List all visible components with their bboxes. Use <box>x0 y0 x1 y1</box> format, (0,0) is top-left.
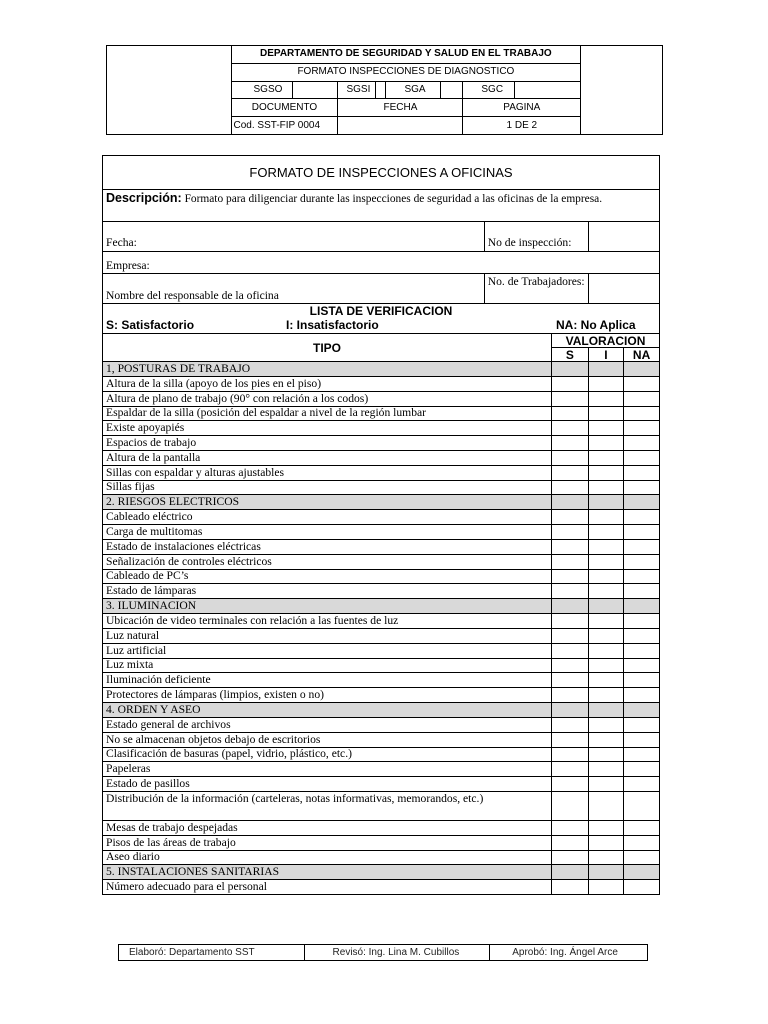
inspeccion-label: No de inspección: <box>484 222 588 252</box>
rating-cell-na[interactable] <box>624 688 660 703</box>
checklist-row <box>103 880 660 895</box>
rating-cell-s[interactable] <box>552 584 589 599</box>
rating-cell-na[interactable] <box>624 436 660 451</box>
rating-cell-s[interactable] <box>552 450 589 465</box>
rating-cell-na[interactable] <box>624 421 660 436</box>
checklist-item-label: Existe apoyapiés <box>103 421 552 436</box>
section-header-cell <box>552 702 589 717</box>
checklist-row <box>103 510 660 525</box>
checklist-item-label: Papeleras <box>103 762 552 777</box>
checklist-row <box>103 673 660 688</box>
checklist-row <box>103 835 660 850</box>
section-title: 2. RIESGOS ELECTRICOS <box>103 495 552 510</box>
rating-cell-s[interactable] <box>552 835 589 850</box>
checklist-row <box>103 777 660 792</box>
checklist-row <box>103 569 660 584</box>
legend-insatisfactorio: I: Insatisfactorio <box>286 318 379 333</box>
system-sgc-box <box>515 81 581 99</box>
rating-cell-i[interactable] <box>588 628 623 643</box>
rating-cell-na[interactable] <box>624 406 660 421</box>
rating-cell-s[interactable] <box>552 777 589 792</box>
trabajadores-field[interactable] <box>588 274 659 304</box>
rating-cell-s[interactable] <box>552 377 589 392</box>
rating-cell-s[interactable] <box>552 688 589 703</box>
rating-cell-na[interactable] <box>624 450 660 465</box>
section-header-row <box>103 702 660 717</box>
section-header-cell <box>624 702 660 717</box>
checklist-item-label: Espacios de trabajo <box>103 436 552 451</box>
rating-cell-s[interactable] <box>552 421 589 436</box>
checklist-row <box>103 850 660 865</box>
legend-row <box>103 318 660 334</box>
section-header-cell <box>588 702 623 717</box>
section-header-cell <box>624 599 660 614</box>
empresa-field[interactable] <box>103 252 660 274</box>
checklist-item-label: Protectores de lámparas (limpios, existen o no) <box>103 688 552 703</box>
rating-cell-s[interactable] <box>552 436 589 451</box>
system-sgsi: SGSI <box>338 81 376 99</box>
checklist-item-label: Cableado eléctrico <box>103 510 552 525</box>
rating-cell-i[interactable] <box>588 377 623 392</box>
checklist-row <box>103 762 660 777</box>
rating-cell-s[interactable] <box>552 658 589 673</box>
rating-cell-i[interactable] <box>588 584 623 599</box>
valoracion-header: VALORACION <box>552 334 660 348</box>
col-i-header: I <box>588 348 623 362</box>
checklist-item-label: Altura de la silla (apoyo de los pies en el piso) <box>103 377 552 392</box>
section-header-cell <box>588 599 623 614</box>
description-label: Descripción: <box>106 191 182 205</box>
section-header-cell <box>624 865 660 880</box>
checklist-item-label: Aseo diario <box>103 850 552 865</box>
section-header-row <box>103 362 660 377</box>
rating-cell-na[interactable] <box>624 584 660 599</box>
rating-cell-na[interactable] <box>624 628 660 643</box>
checklist-row <box>103 436 660 451</box>
checklist-item-label: Luz natural <box>103 628 552 643</box>
document-code: Cod. SST-FIP 0004 <box>231 117 338 135</box>
section-header-cell <box>552 865 589 880</box>
rating-cell-na[interactable] <box>624 377 660 392</box>
reviso: Revisó: Ing. Lina M. Cubillos <box>304 945 490 961</box>
legend-no-aplica: NA: No Aplica <box>556 318 636 333</box>
rating-cell-s[interactable] <box>552 480 589 495</box>
rating-cell-i[interactable] <box>588 391 623 406</box>
rating-cell-s[interactable] <box>552 850 589 865</box>
rating-cell-i[interactable] <box>588 569 623 584</box>
description-text: Formato para diligenciar durante las inspecciones de seguridad a las oficinas de la empresa. <box>181 193 603 205</box>
rating-cell-i[interactable] <box>588 747 623 762</box>
logo-area <box>107 46 232 135</box>
rating-cell-i[interactable] <box>588 643 623 658</box>
checklist-row <box>103 450 660 465</box>
section-header-cell <box>624 362 660 377</box>
rating-cell-s[interactable] <box>552 880 589 895</box>
checklist-item-label: Estado de lámparas <box>103 584 552 599</box>
system-sgsi-box <box>376 81 386 99</box>
rating-cell-na[interactable] <box>624 643 660 658</box>
section-header-cell <box>588 495 623 510</box>
rating-cell-s[interactable] <box>552 643 589 658</box>
section-title: 5. INSTALACIONES SANITARIAS <box>103 865 552 880</box>
empresa-label: Empresa: <box>106 259 150 272</box>
checklist-item-label: Carga de multitomas <box>103 525 552 540</box>
rating-cell-i[interactable] <box>588 450 623 465</box>
rating-cell-i[interactable] <box>588 510 623 525</box>
rating-cell-s[interactable] <box>552 391 589 406</box>
section-header-row <box>103 495 660 510</box>
checklist-row <box>103 717 660 732</box>
rating-cell-s[interactable] <box>552 747 589 762</box>
fecha-field[interactable] <box>103 222 485 252</box>
tipo-header: TIPO <box>103 334 552 362</box>
col-na-header: NA <box>624 348 660 362</box>
rating-cell-i[interactable] <box>588 406 623 421</box>
checklist-row <box>103 732 660 747</box>
approval-footer <box>118 944 648 961</box>
rating-cell-na[interactable] <box>624 525 660 540</box>
checklist-item-label: Número adecuado para el personal <box>103 880 552 895</box>
system-sga: SGA <box>386 81 441 99</box>
checklist-item-label: Sillas fijas <box>103 480 552 495</box>
legend-satisfactorio: S: Satisfactorio <box>106 318 195 333</box>
rating-cell-na[interactable] <box>624 762 660 777</box>
rating-cell-i[interactable] <box>588 436 623 451</box>
rating-cell-na[interactable] <box>624 480 660 495</box>
checklist-item-label: Altura de la pantalla <box>103 450 552 465</box>
checklist-item-label: Luz artificial <box>103 643 552 658</box>
rating-cell-i[interactable] <box>588 850 623 865</box>
checklist-row <box>103 391 660 406</box>
fecha-label: Fecha: <box>106 236 137 249</box>
checklist-item-label: Cableado de PC’s <box>103 569 552 584</box>
rating-cell-na[interactable] <box>624 658 660 673</box>
system-sga-box <box>441 81 463 99</box>
inspeccion-field[interactable] <box>588 222 659 252</box>
checklist-body <box>103 362 660 895</box>
rating-cell-s[interactable] <box>552 525 589 540</box>
section-title: 4. ORDEN Y ASEO <box>103 702 552 717</box>
section-header-row <box>103 865 660 880</box>
checklist-row <box>103 480 660 495</box>
rating-cell-i[interactable] <box>588 480 623 495</box>
rating-cell-s[interactable] <box>552 628 589 643</box>
rating-cell-i[interactable] <box>588 525 623 540</box>
rating-cell-i[interactable] <box>588 762 623 777</box>
checklist-item-label: No se almacenan objetos debajo de escritorios <box>103 732 552 747</box>
rating-cell-i[interactable] <box>588 835 623 850</box>
fecha-header-label: FECHA <box>338 99 463 117</box>
form-title: FORMATO DE INSPECCIONES A OFICINAS <box>103 156 660 190</box>
form-description <box>103 190 660 222</box>
document-header <box>106 45 663 135</box>
rating-cell-na[interactable] <box>624 465 660 480</box>
inspection-form <box>102 155 660 895</box>
checklist-item-label: Estado general de archivos <box>103 717 552 732</box>
rating-cell-i[interactable] <box>588 539 623 554</box>
rating-cell-s[interactable] <box>552 762 589 777</box>
rating-cell-na[interactable] <box>624 569 660 584</box>
rating-cell-s[interactable] <box>552 465 589 480</box>
section-header-cell <box>552 599 589 614</box>
rating-cell-i[interactable] <box>588 688 623 703</box>
checklist-row <box>103 791 660 820</box>
rating-cell-s[interactable] <box>552 717 589 732</box>
checklist-item-label: Clasificación de basuras (papel, vidrio, plástico, etc.) <box>103 747 552 762</box>
section-header-cell <box>588 362 623 377</box>
rating-cell-s[interactable] <box>552 820 589 835</box>
documento-label: DOCUMENTO <box>231 99 338 117</box>
checklist-row <box>103 465 660 480</box>
section-header-cell <box>552 362 589 377</box>
rating-cell-i[interactable] <box>588 421 623 436</box>
lista-title: LISTA DE VERIFICACION <box>103 304 660 318</box>
checklist-item-label: Señalización de controles eléctricos <box>103 554 552 569</box>
rating-cell-i[interactable] <box>588 820 623 835</box>
checklist-item-label: Estado de instalaciones eléctricas <box>103 539 552 554</box>
header-right-blank <box>581 46 663 135</box>
checklist-row <box>103 554 660 569</box>
department-name: DEPARTAMENTO DE SEGURIDAD Y SALUD EN EL TRABAJO <box>231 46 581 64</box>
rating-cell-na[interactable] <box>624 732 660 747</box>
rating-cell-na[interactable] <box>624 791 660 820</box>
system-sgso-box <box>292 81 338 99</box>
rating-cell-i[interactable] <box>588 554 623 569</box>
rating-cell-i[interactable] <box>588 658 623 673</box>
checklist-item-label: Distribución de la información (carteleras, notas informativas, memorandos, etc.) <box>103 791 552 820</box>
checklist-row <box>103 628 660 643</box>
section-header-row <box>103 599 660 614</box>
elaboro: Elaboró: Departamento SST <box>119 945 305 961</box>
checklist-row <box>103 820 660 835</box>
checklist-row <box>103 584 660 599</box>
rating-cell-s[interactable] <box>552 406 589 421</box>
section-header-cell <box>588 865 623 880</box>
rating-cell-i[interactable] <box>588 777 623 792</box>
rating-cell-s[interactable] <box>552 554 589 569</box>
rating-cell-i[interactable] <box>588 614 623 629</box>
checklist-row <box>103 421 660 436</box>
checklist-row <box>103 688 660 703</box>
rating-cell-s[interactable] <box>552 539 589 554</box>
rating-cell-i[interactable] <box>588 717 623 732</box>
checklist-row <box>103 377 660 392</box>
responsable-label: Nombre del responsable de la oficina <box>106 289 279 302</box>
checklist-row <box>103 406 660 421</box>
checklist-row <box>103 614 660 629</box>
checklist-item-label: Luz mixta <box>103 658 552 673</box>
rating-cell-na[interactable] <box>624 391 660 406</box>
rating-cell-s[interactable] <box>552 673 589 688</box>
checklist-row <box>103 643 660 658</box>
rating-cell-na[interactable] <box>624 777 660 792</box>
rating-cell-na[interactable] <box>624 835 660 850</box>
checklist-row <box>103 539 660 554</box>
checklist-item-label: Altura de plano de trabajo (90° con relación a los codos) <box>103 391 552 406</box>
aprobo: Aprobó: Ing. Ángel Arce <box>490 945 648 961</box>
rating-cell-s[interactable] <box>552 510 589 525</box>
checklist-item-label: Mesas de trabajo despejadas <box>103 820 552 835</box>
checklist-item-label: Pisos de las áreas de trabajo <box>103 835 552 850</box>
rating-cell-na[interactable] <box>624 717 660 732</box>
responsable-field[interactable] <box>103 274 485 304</box>
section-title: 1, POSTURAS DE TRABAJO <box>103 362 552 377</box>
page-number: 1 DE 2 <box>463 117 581 135</box>
rating-cell-na[interactable] <box>624 554 660 569</box>
checklist-item-label: Iluminación deficiente <box>103 673 552 688</box>
checklist-item-label: Sillas con espaldar y alturas ajustables <box>103 465 552 480</box>
rating-cell-na[interactable] <box>624 539 660 554</box>
rating-cell-i[interactable] <box>588 673 623 688</box>
rating-cell-s[interactable] <box>552 614 589 629</box>
rating-cell-na[interactable] <box>624 673 660 688</box>
checklist-item-label: Estado de pasillos <box>103 777 552 792</box>
rating-cell-i[interactable] <box>588 732 623 747</box>
format-title: FORMATO INSPECCIONES DE DIAGNOSTICO <box>231 63 581 81</box>
fecha-value <box>338 117 463 135</box>
pagina-label: PAGINA <box>463 99 581 117</box>
rating-cell-s[interactable] <box>552 791 589 820</box>
rating-cell-i[interactable] <box>588 465 623 480</box>
rating-cell-na[interactable] <box>624 614 660 629</box>
system-sgc: SGC <box>463 81 515 99</box>
trabajadores-label: No. de Trabajadores: <box>484 274 588 304</box>
checklist-item-label: Ubicación de video terminales con relación a las fuentes de luz <box>103 614 552 629</box>
checklist-item-label: Espaldar de la silla (posición del espaldar a nivel de la región lumbar <box>103 406 552 421</box>
rating-cell-na[interactable] <box>624 820 660 835</box>
rating-cell-na[interactable] <box>624 880 660 895</box>
rating-cell-na[interactable] <box>624 747 660 762</box>
section-title: 3. ILUMINACION <box>103 599 552 614</box>
section-header-cell <box>624 495 660 510</box>
checklist-row <box>103 658 660 673</box>
rating-cell-s[interactable] <box>552 569 589 584</box>
col-s-header: S <box>552 348 589 362</box>
section-header-cell <box>552 495 589 510</box>
rating-cell-na[interactable] <box>624 850 660 865</box>
checklist-row <box>103 747 660 762</box>
rating-cell-i[interactable] <box>588 791 623 820</box>
rating-cell-i[interactable] <box>588 880 623 895</box>
checklist-row <box>103 525 660 540</box>
system-sgso: SGSO <box>231 81 292 99</box>
rating-cell-na[interactable] <box>624 510 660 525</box>
rating-cell-s[interactable] <box>552 732 589 747</box>
